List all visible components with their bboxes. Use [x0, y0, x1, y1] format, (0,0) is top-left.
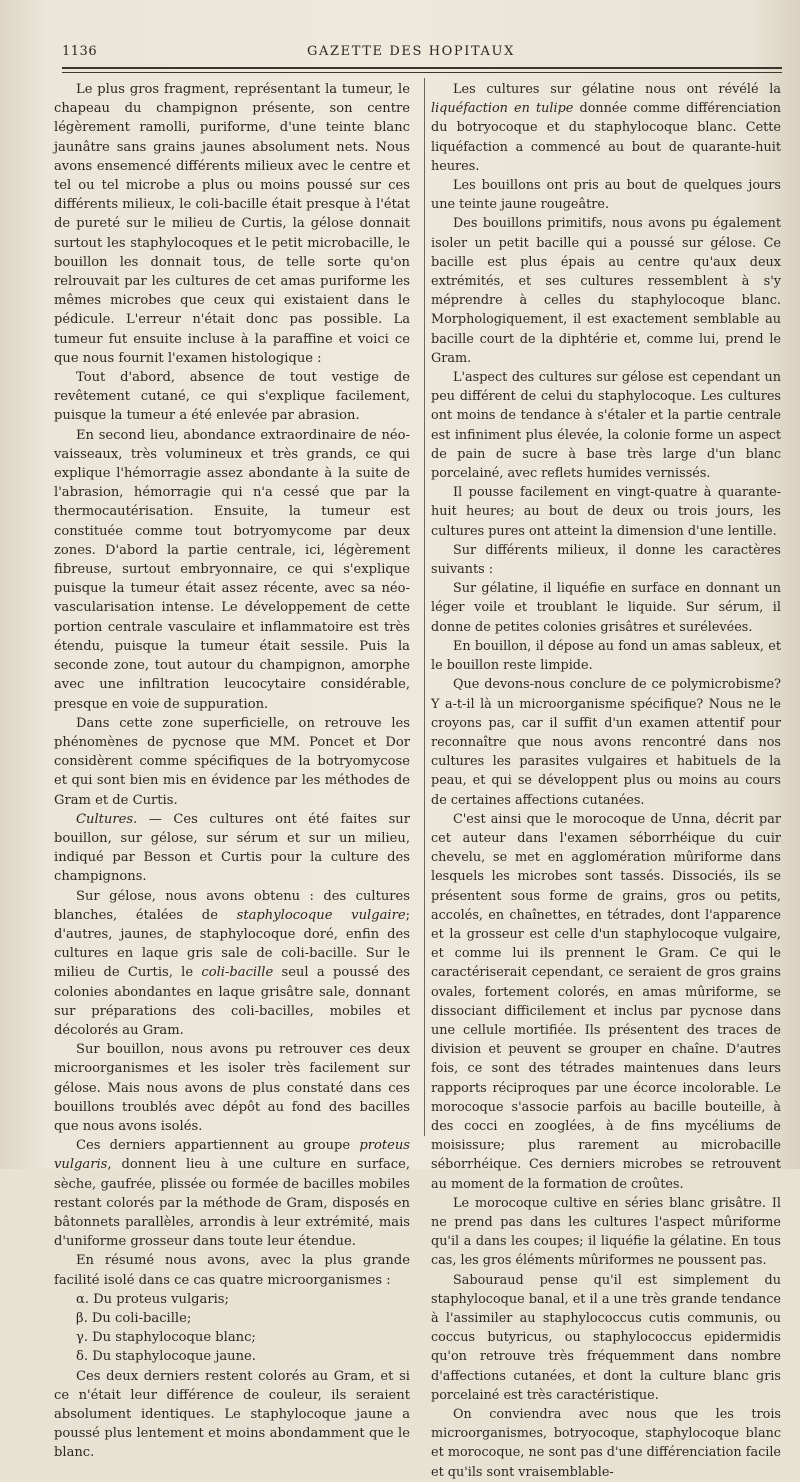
left-column: [54, 80, 410, 1463]
paragraph: Tout d'abord, absence de tout vestige de revêtement cutané, ce qui s'explique facilement, puisque la tumeur a été enlevée par abrasion.: [54, 370, 410, 424]
paragraph-text: , donnent lieu à une culture en surface, sèche, gaufrée, plissée ou formée de bacilles mobiles restant colorés par la méthode de Gram, disposés en bâtonnets parallèles, arrondis à leur extrémité, mais d'uniforme grosseur dans toute leur étendue.: [54, 1157, 410, 1250]
paragraph: Que devons-nous conclure de ce polymicrobisme? Y a-t-il là un microorganisme spécifique? Nous ne le croyons pas, car il suffit d'un examen attentif pour reconnaître que nous avons rencontré dans nos cultures les parasites vulgaires et habituels de la peau, et qui se développent plus ou moins au cours de certaines affections cutanées.: [431, 677, 781, 808]
paragraph: Les bouillons ont pris au bout de quelques jours une teinte jaune rougeâtre.: [431, 178, 781, 213]
paragraph: Sur bouillon, nous avons pu retrouver ces deux microorganismes et les isoler très facilement sur gélose. Mais nous avons de plus constaté dans ces bouillons troublés avec dépôt au fond des bacilles que nous avons isolés.: [54, 1042, 410, 1134]
paragraph: Sur gélatine, il liquéfie en surface en donnant un léger voile et troublant le liquide. Sur sérum, il donne de petites colonies grisâtres et surélevées.: [431, 581, 781, 635]
paragraph: On conviendra avec nous que les trois microorganismes, botryocoque, staphylocoque blanc et morocoque, ne sont pas d'une différenciation facile et qu'ils sont vraisemblable-: [431, 1407, 781, 1480]
paragraph: C'est ainsi que le morocoque de Unna, décrit par cet auteur dans l'examen séborrhéique du cuir chevelu, se met en agglomération mûriforme dans lesquels les microbes sont tassés. Dissociés, ils se présentent sous forme de grains, gros ou petits, accolés, en chaînettes, en tétrades, dont l'apparence et la grosseur est celle d'un staphylocoque vulgaire, et comme lui ils prennent le Gram. Ce qui le caractériserait cependant, ce seraient de gros grains ovales, fortement colorés, en amas mûriforme, se dissociant difficilement et inclus par pycnose dans une cellule mortifiée. Ils présentent des traces de division et peuvent se grouper en chaîne. D'autres fois, ce sont des tétrades maintenues dans leurs rapports réciproques par une écorce incolorable. Le morocoque s'associe parfois au bacille bouteille, à des cocci en zooglées, à de fins mycéliums de moisissure; plus rarement au microbacille séborrhéique. Ces derniers microbes se retrouvent au moment de la formation de croûtes.: [431, 811, 781, 1192]
list-item: α. Du proteus vulgaris;: [76, 1291, 229, 1307]
paragraph: En résumé nous avons, avec la plus grande facilité isolé dans ce cas quatre microorganismes :: [54, 1253, 410, 1288]
journal-title: GAZETTE DES HOPITAUX: [307, 44, 515, 59]
list-item: δ. Du staphylocoque jaune.: [76, 1349, 256, 1365]
paragraph: Le plus gros fragment, représentant la tumeur, le chapeau du champignon présente, son centre légèrement ramolli, puriforme, d'une teinte blanc jaunâtre sans grains jaunes absolument nets. Nous avons ensemencé différents milieux avec le centre et tel ou tel microbe a plus ou moins poussé sur ces différents milieux, le coli-bacille était presque à l'état de pureté sur le milieu de Curtis, la gélose donnait surtout les staphylocoques et le petit microbacille, le bouillon les donnait tous, de telle sorte qu'on relrouvait par les cultures de cet amas puriforme les mêmes microbes que ceux qui existaient dans le pédicule. L'erreur n'était donc pas possible. La tumeur fut ensuite incluse à la paraffine et voici ce que nous fournit l'examen histologique :: [54, 82, 410, 366]
right-column: [431, 80, 781, 1482]
paragraph: [54, 810, 410, 887]
paragraph: Le morocoque cultive en séries blanc grisâtre. Il ne prend pas dans les cultures l'aspect mûriforme qu'il a dans les coupes; il liquéfie la gélatine. En tous cas, les gros éléments mûriformes ne poussent pas.: [431, 1195, 781, 1269]
paragraph: En second lieu, abondance extraordinaire de néo-vaisseaux, très volumineux et très grands, ce qui explique l'hémorragie assez abondante à la suite de l'abrasion, hémorragie qui n'a cessé que par la thermocautérisation. Ensuite, la tumeur est constituée comme tout botryomycome par deux zones. D'abord la partie centrale, ici, légèrement fibreuse, surtout embryonnaire, ce qui s'explique puisque la tumeur était assez récente, avec sa néo-vascularisation intense. Le développement de cette portion centrale vasculaire et inflammatoire est très étendu, puisque la tumeur était sessile. Puis la seconde zone, tout autour du champignon, amorphe avec une infiltration leucocytaire considérable, presque en voie de suppuration.: [54, 427, 410, 712]
paragraph: [54, 1136, 410, 1251]
paragraph: [431, 80, 781, 176]
paragraph: Sabouraud pense qu'il est simplement du staphylocoque banal, et il a une très grande tendance à l'assimiler au staphylococcus cutis communis, ou coccus butyricus, ou staphylococcus epidermidis qu'on retrouve très fréquemment dans nombre d'affections cutanées, et dont la culture blanc gris porcelainé est très caractéristique.: [431, 1272, 781, 1403]
emphasis: liquéfaction en tulipe: [431, 101, 574, 117]
list-item: β. Du coli-bacille;: [76, 1311, 192, 1326]
section-heading-cultures: Cultures.: [76, 811, 138, 827]
paragraph-text: seul a poussé des colonies abondantes en laque grisâtre sale, donnant sur préparations des coli-bacilles, mobiles et décolorés au Gram.: [54, 965, 410, 1038]
paragraph: Sur différents milieux, il donne les caractères suivants :: [431, 542, 781, 578]
page-number: 1136: [62, 44, 98, 59]
paragraph: En bouillon, il dépose au fond un amas sableux, et le bouillon reste limpide.: [431, 638, 781, 674]
paragraph-text: donnée comme différenciation du botryocoque et du staphylocoque blanc. Cette liquéfaction a commencé au bout de quarante-huit heures.: [431, 101, 781, 174]
header-rule-thin: [62, 72, 782, 73]
header-rule-thick: [62, 67, 782, 69]
paragraph: Des bouillons primitifs, nous avons pu également isoler un petit bacille qui a poussé sur gélose. Ce bacille est plus épais au centre qu'aux deux extrémités, et ses cultures ressemblent à s'y méprendre à celles du staphylocoque blanc. Morphologiquement, il est exactement semblable au bacille court de la diphtérie et, comme lui, prend le Gram.: [431, 216, 781, 366]
page-header: [62, 44, 760, 66]
paragraph-text: ; d'autres, jaunes, de staphylocoque doré, enfin des cultures en laque gris sale de coli-bacille. Sur le milieu de Curtis, le: [54, 907, 411, 981]
paragraph-text: Ces derniers appartiennent au groupe: [76, 1138, 360, 1154]
paragraph: Il pousse facilement en vingt-quatre à quarante-huit heures; au bout de deux ou trois jours, les cultures pures ont atteint la dimension d'une lentille.: [431, 485, 781, 539]
paragraph: Ces deux derniers restent colorés au Gram, et si ce n'était leur différence de couleur, ils seraient absolument identiques. Le staphylocoque jaune a poussé plus lentement et moins abondamment que le blanc.: [54, 1368, 410, 1461]
paragraph: L'aspect des cultures sur gélose est cependant un peu différent de celui du staphylocoque. Les cultures ont moins de tendance à s'étaler et la partie centrale est infiniment plus élevée, la colonie forme un aspect de pain de sucre à base très large d'un blanc porcelainé, avec reflets humides vernissés.: [431, 370, 781, 482]
list-item: γ. Du staphylocoque blanc;: [76, 1330, 256, 1346]
emphasis: coli-bacille: [201, 965, 274, 981]
paragraph-text: — Ces cultures ont été faites sur bouillon, sur gélose, sur sérum et sur un milieu, indiqué par Besson et Curtis pour la culture des champignons.: [54, 811, 410, 885]
paragraph: [54, 887, 410, 1041]
paragraph-text: Les cultures sur gélatine nous ont révélé la: [453, 82, 781, 97]
paragraph-text: Sur gélose, nous avons obtenu : des cultures blanches, étalées de: [54, 888, 410, 923]
emphasis: proteus vulgaris: [54, 1138, 410, 1173]
column-divider: [424, 78, 425, 1136]
emphasis: staphylocoque vulgaire: [236, 907, 406, 923]
paragraph: Dans cette zone superficielle, on retrouve les phénomènes de pycnose que MM. Poncet et Dor considèrent comme spécifiques de la botryomycose et qui sont bien mis en évidence par les méthodes de Gram et de Curtis.: [54, 715, 410, 808]
